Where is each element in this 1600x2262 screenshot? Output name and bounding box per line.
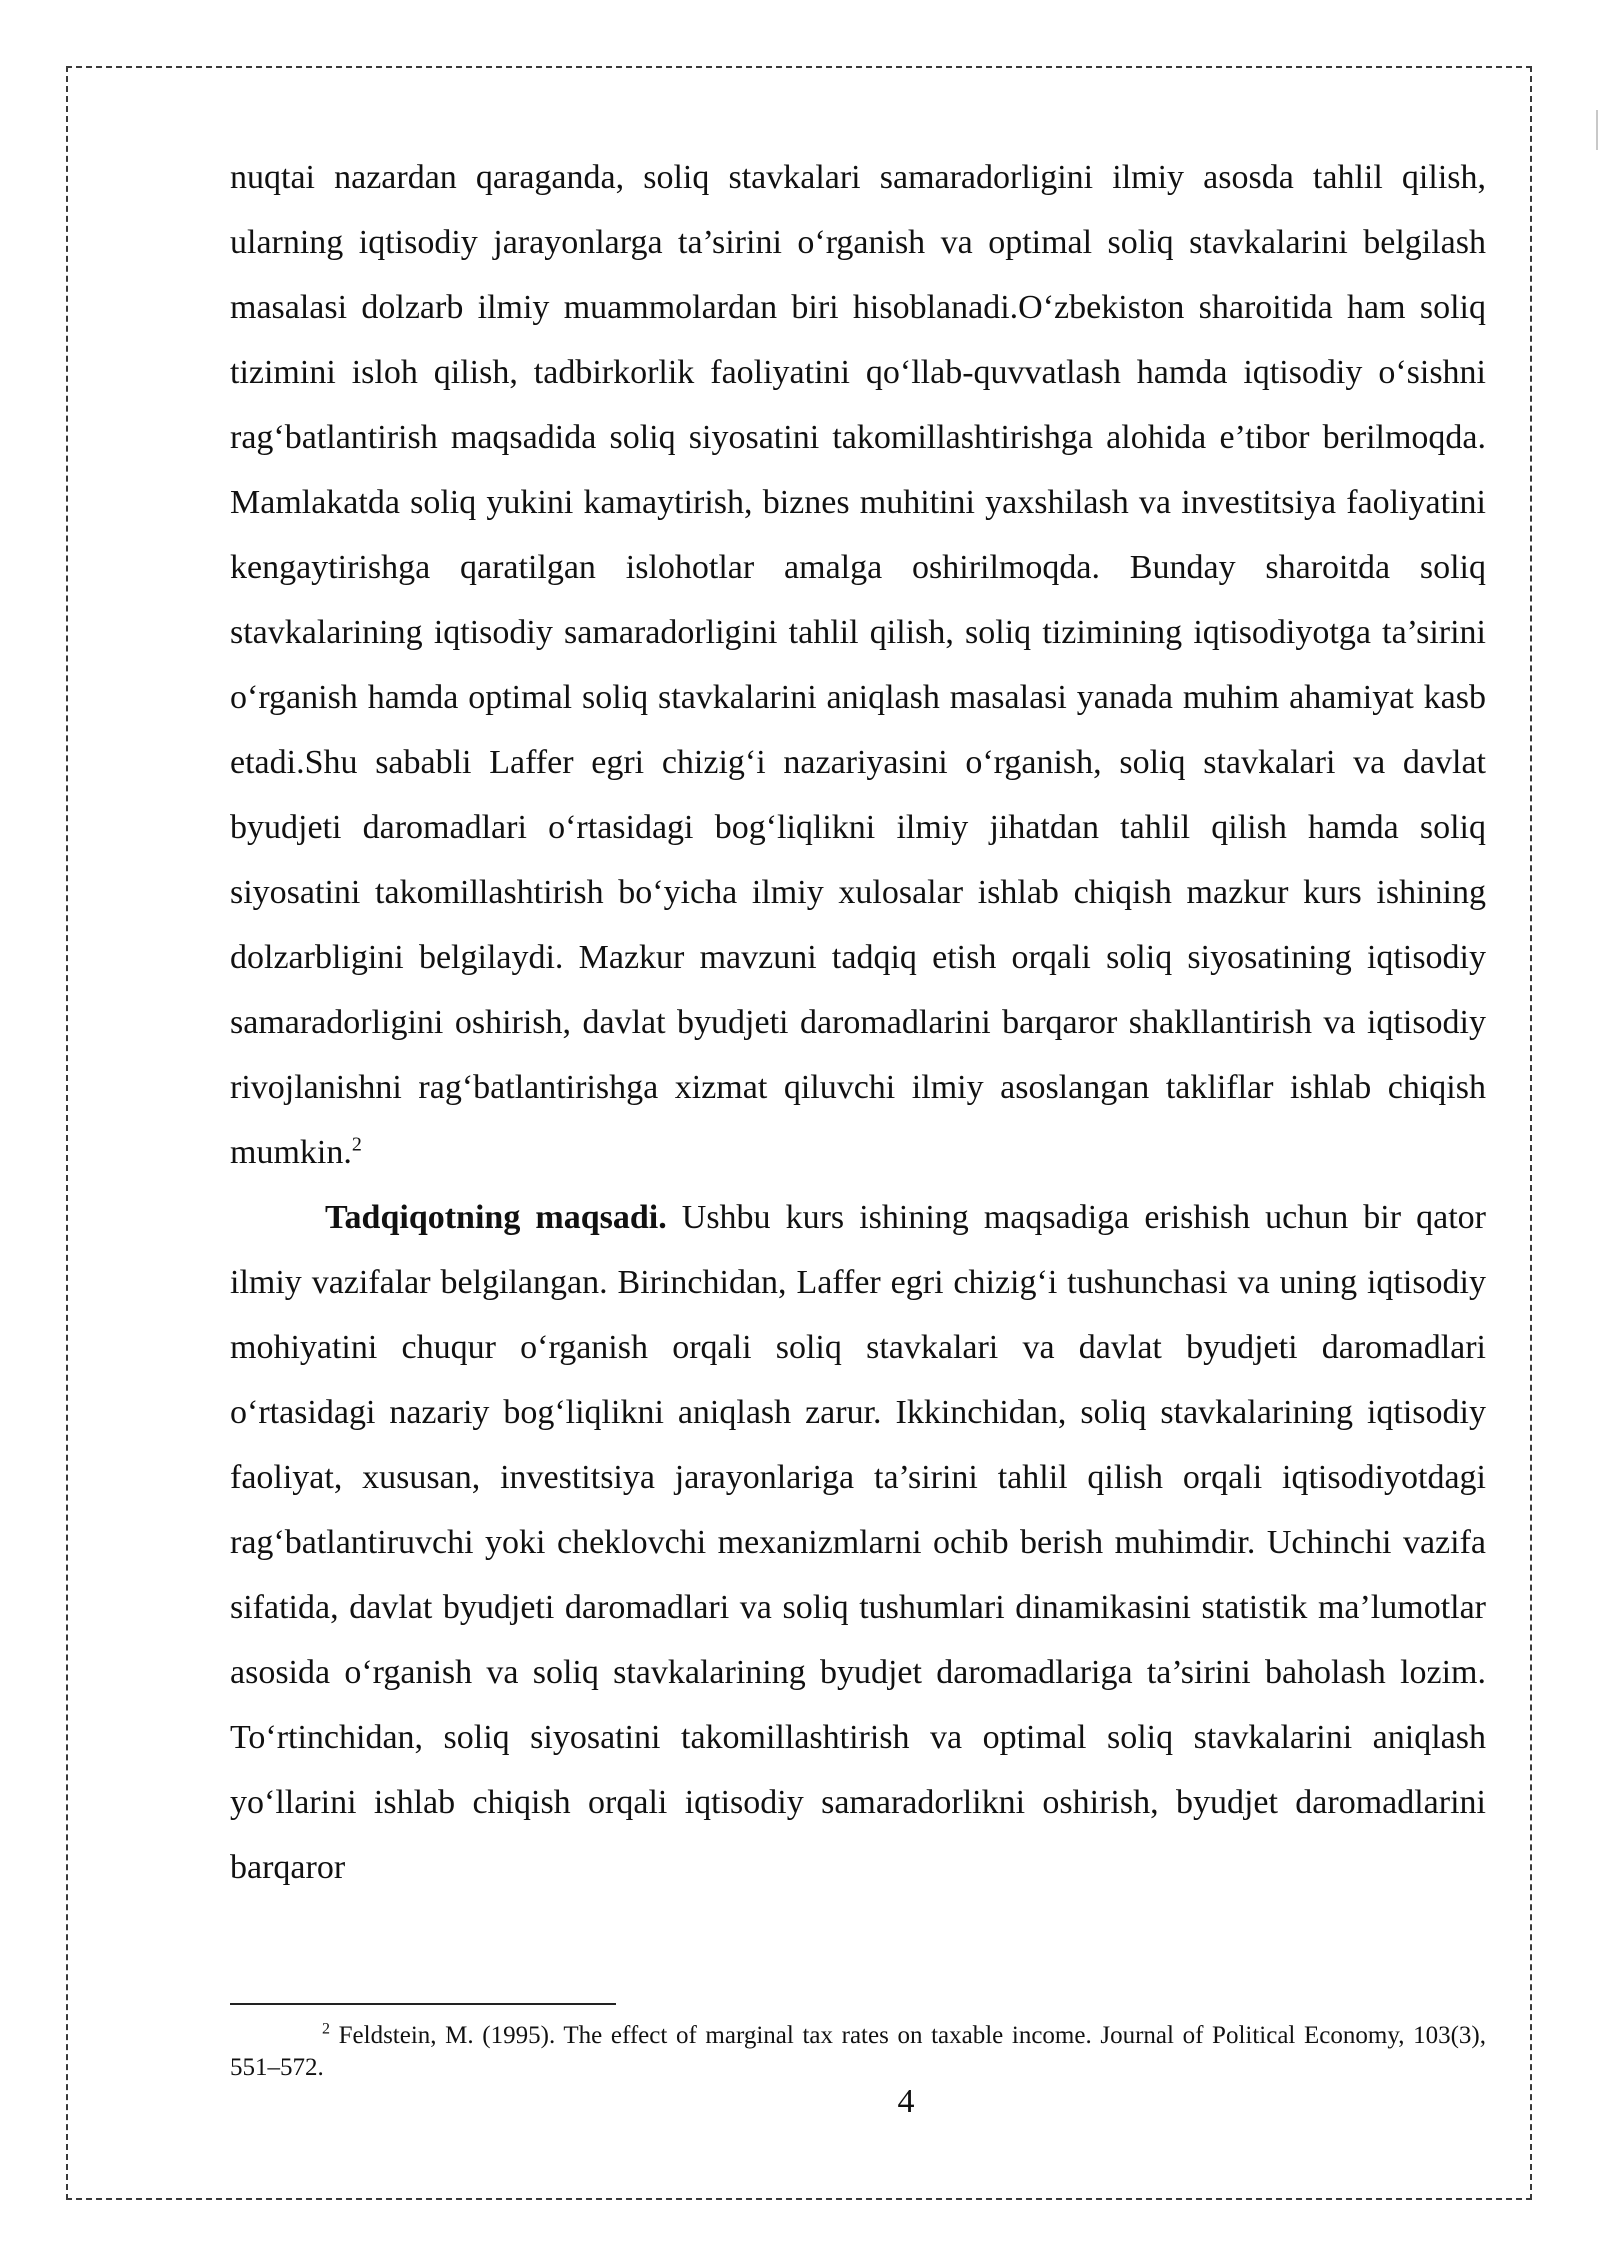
page-edge-mark <box>1596 110 1598 150</box>
footnote-reference: 2 <box>351 1133 362 1156</box>
footnote-text: Feldstein, M. (1995). The effect of marginal tax rates on taxable income. Journal of Political Economy, 103(3), 551–572. <box>230 2022 1486 2081</box>
paragraph-objective-text: Ushbu kurs ishining maqsadiga erishish uchun bir qator ilmiy vazifalar belgilangan. Birinchidan, Laffer egri chizig‘i tushunchasi va uning iqtisodiy mohiyatini chuqur o‘rganish orqali soliq stavkalari va davlat byudjeti daromadlari o‘rtasidagi nazariy bog‘liqlikni aniqlash zarur. Ikkinchidan, soliq stavkalarining iqtisodiy faoliyat, xususan, investitsiya jarayonlariga ta’sirini tahlil qilish orqali iqtisodiyotdagi rag‘batlantiruvchi yoki cheklovchi mexanizmlarni ochib berish muhimdir. Uchinchi vazifa sifatida, davlat byudjeti daromadlari va soliq tushumlari dinamikasini statistik ma’lumotlar asosida o‘rganish va soliq stavkalarining byudjet daromadlariga ta’sirini baholash lozim. To‘rtinchidan, soliq siyosatini takomillashtirish va optimal soliq stavkalarini aniqlash yo‘llarini ishlab chiqish orqali iqtisodiy samaradorlikni oshirish, byudjet daromadlarini barqaror <box>230 1199 1486 1886</box>
footnote-number: 2 <box>322 2020 330 2038</box>
paragraph-relevance <box>230 145 1486 1185</box>
footnote <box>230 2020 1486 2084</box>
footnote-separator <box>230 2003 616 2005</box>
page-number: 4 <box>897 2083 915 2120</box>
paragraph-objective <box>230 1185 1486 1900</box>
paragraph-relevance-text: nuqtai nazardan qaraganda, soliq stavkalari samaradorligini ilmiy asosda tahlil qilish, ularning iqtisodiy jarayonlarga ta’sirini o‘rganish va optimal soliq stavkalarini belgilash masalasi dolzarb ilmiy muammolardan biri hisoblanadi.O‘zbekiston sharoitida ham soliq tizimini isloh qilish, tadbirkorlik faoliyatini qo‘llab-quvvatlash hamda iqtisodiy o‘sishni rag‘batlantirish maqsadida soliq siyosatini takomillashtirishga alohida e’tibor berilmoqda. Mamlakatda soliq yukini kamaytirish, biznes muhitini yaxshilash va investitsiya faoliyatini kengaytirishga qaratilgan islohotlar amalga oshirilmoqda. Bunday sharoitda soliq stavkalarining iqtisodiy samaradorligini tahlil qilish, soliq tizimining iqtisodiyotga ta’sirini o‘rganish hamda optimal soliq stavkalarini aniqlash masalasi yanada muhim ahamiyat kasb etadi.Shu sababli Laffer egri chizig‘i nazariyasini o‘rganish, soliq stavkalari va davlat byudjeti daromadlari o‘rtasidagi bog‘liqlikni ilmiy jihatdan tahlil qilish hamda soliq siyosatini takomillashtirish bo‘yicha ilmiy xulosalar ishlab chiqish mazkur kurs ishining dolzarbligini belgilaydi. Mazkur mavzuni tadqiq etish orqali soliq siyosatining iqtisodiy samaradorligini oshirish, davlat byudjeti daromadlarini barqaror shakllantirish va iqtisodiy rivojlanishni rag‘batlantirishga xizmat qiluvchi ilmiy asoslangan takliflar ishlab chiqish mumkin. <box>230 159 1486 1171</box>
section-heading-objective: Tadqiqotning maqsadi. <box>325 1199 667 1236</box>
body-text <box>230 145 1486 1900</box>
